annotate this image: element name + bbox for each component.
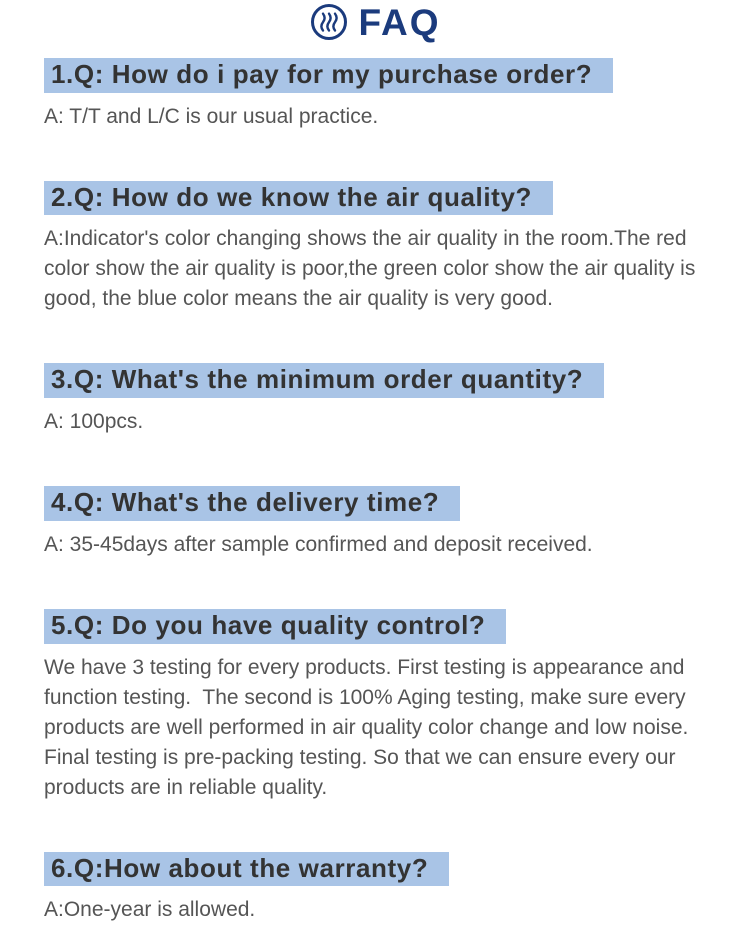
faq-item-3	[44, 363, 706, 437]
faq-answer-5: We have 3 testing for every products. First testing is appearance and function testing. The second is 100% Aging testing, make sure every products are well performed in air quality color change and low noise. Final testing is pre-packing testing. So that we can ensure every our products are in reliable quality.	[44, 655, 695, 799]
faq-question-highlight: 5.Q: Do you have quality control?	[44, 609, 506, 644]
faq-list	[0, 58, 750, 925]
faq-item-5	[44, 609, 706, 803]
faq-item-2	[44, 181, 706, 315]
faq-answer-2: A:Indicator's color changing shows the air quality in the room.The red color show the air quality is poor,the green color show the air quality is good, the blue color means the air quality is very good.	[44, 227, 702, 311]
faq-item-6	[44, 852, 706, 925]
faq-question-highlight: 2.Q: How do we know the air quality?	[44, 181, 553, 216]
faq-question-highlight: 3.Q: What's the minimum order quantity?	[44, 363, 604, 398]
page-title: FAQ	[358, 1, 441, 43]
faq-question-4	[44, 486, 706, 521]
faq-question-2	[44, 181, 706, 216]
faq-question-5	[44, 609, 706, 644]
faq-question-highlight: 6.Q:How about the warranty?	[44, 852, 449, 887]
faq-question-highlight: 1.Q: How do i pay for my purchase order?	[44, 58, 613, 93]
steam-icon	[309, 2, 349, 42]
faq-item-4	[44, 486, 706, 560]
faq-question-6	[44, 852, 706, 887]
faq-question-highlight: 4.Q: What's the delivery time?	[44, 486, 460, 521]
faq-answer-4: A: 35-45days after sample confirmed and deposit received.	[44, 532, 593, 556]
faq-answer-1: A: T/T and L/C is our usual practice.	[44, 104, 379, 128]
faq-answer-6: A:One-year is allowed.	[44, 898, 256, 922]
faq-question-3	[44, 363, 706, 398]
faq-answer-3: A: 100pcs.	[44, 410, 144, 434]
page-header	[0, 0, 750, 42]
faq-question-1	[44, 58, 706, 93]
faq-item-1	[44, 58, 706, 132]
